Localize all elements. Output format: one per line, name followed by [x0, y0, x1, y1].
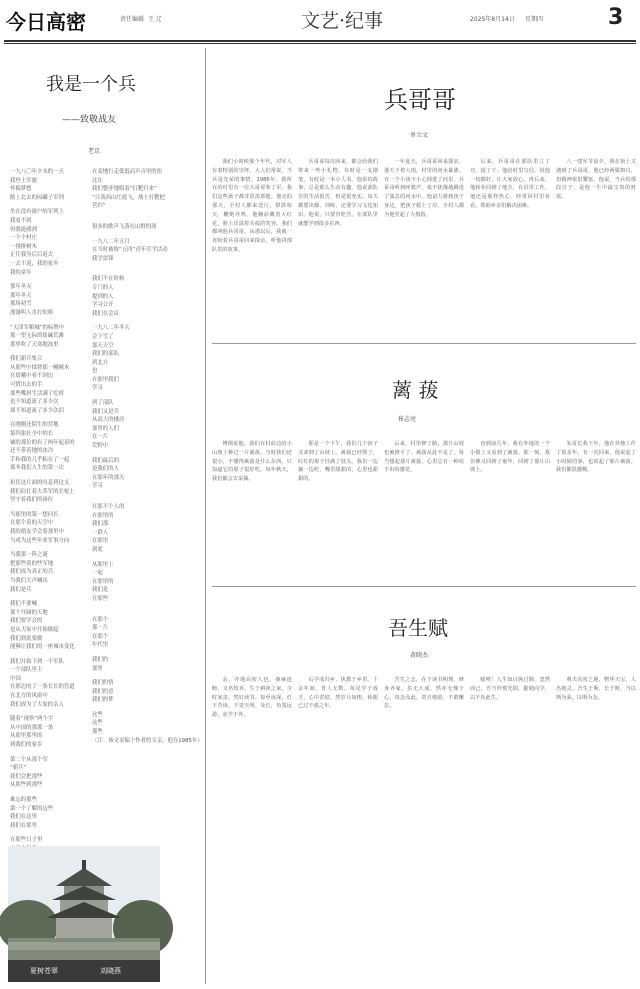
poem-line: 我们那 — [92, 521, 109, 528]
story2-author: 崔志亮 — [398, 416, 417, 423]
article-paragraph: 八一建军节前夕，我在街上又遇到了兵哥哥。他已经两鬓斑白，但精神依旧矍铄。他说，当兵的那段日子，是他一生中最宝贵的财富。 — [556, 159, 636, 201]
poem-line: 在当时被称“五四”青年军学活动 — [92, 247, 168, 254]
poem-line: 在那些 — [92, 595, 109, 602]
poem-line: “新兵” — [10, 765, 27, 772]
story2-column — [556, 440, 636, 580]
poem-line: 从中国的那那一条 — [10, 724, 54, 731]
article-paragraph: 那是一个下午，我们几个孩子又来到了山坡上。蓠菝已经熟了，红红的果子挂满了枝头。我们一边摘一边吃，嘴里甜甜的，心里也甜甜的。 — [298, 441, 378, 483]
article-paragraph: 一年夏天，兵哥哥回来探亲。那天下着大雨，村里的河水暴涨。有一个小孩不小心掉进了河里。兵哥哥听到呼救声，毫不犹豫地跳进了湍急的河水中。他奋力游到孩子身边，把孩子救上了岸。全村人都为他竖起了大拇指。 — [384, 159, 464, 218]
poem-line: 我登上军旅 — [10, 177, 37, 184]
poem-line: 这些 — [92, 711, 103, 718]
story3-column — [470, 676, 550, 982]
section-rule — [212, 343, 636, 344]
poem-line: 那一片 — [92, 625, 109, 632]
poem-line: 我们是 — [92, 587, 109, 594]
story2-column — [384, 440, 464, 580]
poem-column-right — [92, 168, 202, 840]
poem-line: 一个个村庄 — [10, 235, 37, 242]
poem-line: 从高大的楼房 — [92, 417, 125, 424]
poem-line: 中国 — [10, 675, 21, 682]
poem-line: 我们最后的 — [92, 457, 119, 464]
poem-line: 在那边的了一条长长的管道 — [10, 684, 75, 691]
poem-line: 漫漫叫人直打惊哆 — [10, 309, 54, 316]
poem-line: 铺的那位的有了两年起着的 — [10, 439, 75, 446]
poem-line: 一九八二年冬天 — [92, 325, 130, 332]
poem-line: 第四张壮全中的长 — [10, 431, 54, 438]
poem-line: 很多的歌声飞落在山野的间 — [92, 223, 157, 230]
poem-line: 在那个着的天空中 — [10, 520, 54, 527]
section-title: 文艺·纪事 — [300, 10, 384, 32]
story3-column — [212, 676, 292, 982]
story3-author: 黄晓杰 — [410, 652, 429, 659]
poem-line: 一个部队里主 — [10, 667, 43, 674]
poem-line: 正往我身后后退去 — [10, 252, 54, 259]
poem-line: 那冬我们人生的第一次 — [10, 465, 64, 472]
poem-line: 却不知道流了多少次泪 — [10, 407, 64, 414]
poem-line: 手和我的几乎粘在了一起 — [10, 456, 70, 463]
poem-line: 我们不要喊 — [10, 601, 37, 608]
poem-line: 在一片 — [92, 434, 109, 441]
poem-line: 比在 — [92, 177, 103, 184]
article-paragraph: 我们小时候那个年代，对军人有着特别的崇拜。大人们常说，当兵是光荣的事情。1986年，我所在的村里有一位大哥哥参了军。我们这些孩子都非常羡慕他。他走的那天，全村人都来送行。锣鼓喧天，鞭炮齐鸣。他胸前戴着大红花，脸上洋溢着幸福的笑容。我们都叫他兵哥哥。从那以后，我就一直盼着兵哥哥回来探亲，听他讲部队里的故事。 — [212, 159, 292, 253]
poem-line: 学习 — [92, 483, 103, 490]
poem-line: 一起 — [92, 570, 103, 577]
poem-line: 营归” — [92, 203, 106, 210]
poem-line: 但我能感到 — [10, 226, 37, 233]
poem-line: 在那里 — [92, 538, 109, 545]
poem-line: 一群人 — [92, 529, 109, 536]
poem-line: 我们的意 — [92, 688, 114, 695]
poem-line: 在那个 — [92, 633, 109, 640]
story1-column — [384, 158, 464, 338]
poem-line: 那年冬天 — [10, 284, 32, 291]
poem-line: 把那些着的些军地 — [10, 560, 54, 567]
article-paragraph: 后来，村里修了路，那片山坡也被推平了。蓠菝从此不见了。每当想起那片蓠菝，心里总有一种说不出的感觉。 — [384, 441, 464, 474]
poem-line: “天津军粮城”的标牌中 — [10, 324, 65, 331]
poem-line: 第二个从那个军 — [10, 756, 48, 763]
poem-line: 会下雪了 — [92, 333, 114, 340]
poem-line: 我学雷锋 — [92, 255, 114, 262]
story2-title: 蓠 菝 — [392, 378, 439, 402]
poem-line: 到北方 — [92, 359, 109, 366]
editor-name: 王 辽 — [148, 16, 162, 23]
poem-line: 从那些中揉搓那一幢幢木 — [10, 364, 70, 371]
poem-line: 那年冬天 — [10, 292, 32, 299]
article-paragraph: 兵哥哥每次回来，都会给我们带来一些小礼物。有时是一支钢笔，有时是一本小人书。他讲的故事，总是那么生动有趣。他说部队里的生活很苦，但是很充实。每天都要出操、训练，还要学习文化知识。他说，只要肯吃苦，在部队里就能学到很多东西。 — [298, 159, 378, 227]
poem-line: 我们成为了大家的亲人 — [10, 701, 64, 708]
poem-line: 专门的人 — [92, 284, 114, 291]
poem-line: 到底 — [92, 546, 103, 553]
poem-line: 荒野中 — [92, 443, 109, 450]
poem-line: 能够让我们的一座城市变化 — [10, 644, 75, 651]
poem-line: 在那不个人的 — [92, 504, 125, 510]
poem-line: 那天天空 — [92, 342, 114, 349]
poem-line: 随着“视察”两个字 — [10, 716, 54, 723]
article-paragraph: 朱哥长我下年，他在外地工作了很多年。有一次回来，他说起了小时候的事，也说起了那片蓠菝。我们都很感慨。 — [556, 441, 636, 474]
photo-caption-credit: 刘晓燕 — [100, 967, 121, 975]
header-rule — [4, 40, 636, 42]
article-paragraph: 后学成归乡，执教于乡里。十余年间，育人无数。每见学子成才，心中甚慰。然岁月如梭，转眼已过不惑之年。 — [298, 677, 378, 710]
poem-line: 当那里的第一想问长 — [10, 511, 59, 518]
poem-line: 在北方的风雨中 — [10, 693, 48, 700]
poem-line: “日落西山红霞飞，战士打靶把 — [92, 194, 165, 201]
story3-column — [556, 676, 636, 982]
issue-weekday: 星期四 — [525, 16, 544, 23]
poem-column-left — [10, 168, 88, 844]
poem-line: 我们会把那些 — [10, 773, 43, 780]
poem-line: 年代里 — [92, 642, 109, 649]
poem-line: 一九八二年五月 — [92, 238, 130, 245]
poem-line: 当我们大声喊出 — [10, 577, 48, 584]
poem-line: 我们开始下到一个军队 — [10, 658, 64, 665]
poem-line: 在那些日子里 — [10, 837, 43, 844]
poem-line: 我们整齐地唱着“打靶归来” — [92, 186, 157, 193]
poem-line: 我的童年 — [10, 269, 32, 276]
poem-subtitle: ——致敬战友 — [62, 115, 117, 125]
article-paragraph: 直到前几年，我在外地的一个小镇上又看到了蓠菝。那一刻，我仿佛又回到了童年，回到了那片山坡上。 — [470, 441, 550, 474]
header-rule-thin — [4, 43, 636, 44]
poem-line: 难忘的那些 — [10, 797, 37, 803]
poem-line: 怀揣梦想 — [10, 186, 32, 193]
poem-line: 还不带着地的冰冷 — [10, 448, 54, 455]
section-rule — [212, 586, 636, 587]
story1-author: 单立文 — [410, 132, 429, 139]
story2-column — [298, 440, 378, 580]
poem-line: 踏上北去的闷罐子军列 — [10, 194, 64, 201]
article-paragraph: 噫嘻！人生如白驹过隙，忽然而已。吾当珍惜光阴，勤勉向学，以不负此生。 — [470, 677, 550, 701]
story3-title: 吾生赋 — [388, 616, 448, 640]
poem-line: 我们在会议 — [92, 310, 119, 317]
article-paragraph: 余，齐地高密人也。桑麻连畴，又名牧养。生于耕读之家，少时家贫，然好读书。每至夜深，灯下苦读，不觉天明。及长，负笈远游，求学于外。 — [212, 677, 292, 719]
poem-line: 我们是兵 — [10, 586, 32, 593]
poem-line: 在晨曦中看不到边 — [10, 373, 54, 380]
story1-column — [470, 158, 550, 338]
poem-line: 我们新兵集合 — [10, 356, 43, 363]
poem-line: 那里 — [92, 665, 103, 672]
poem-line: 我们在那里 — [10, 822, 37, 829]
poem-line: 我们的 — [92, 656, 109, 663]
poem-line: 我们肩扛着大革军的长枪上 — [10, 488, 75, 495]
poem-line: 我们的部队 — [92, 351, 119, 358]
poem-line: 坚守着我们的岗位 — [10, 497, 54, 504]
photo-caption-title: 夏树苍翠 — [30, 967, 58, 975]
poem-line: （注：该文采编于作者的父亲，他在1985年） — [92, 737, 203, 744]
svg-text:今日高密: 今日高密 — [6, 10, 86, 34]
poem-line: 当我第一阵之谜 — [10, 552, 48, 559]
poem-line: 是从大家中开始做起 — [10, 626, 59, 633]
poem-line: 一排排树木 — [10, 243, 37, 250]
column-divider — [205, 48, 206, 984]
poem-title: 我是一个兵 — [46, 74, 136, 95]
poem-line: 那场初雪 — [10, 301, 32, 308]
poem-line: 我们的情 — [92, 680, 114, 687]
poem-line: 到了部队 — [92, 400, 114, 407]
story3-column — [384, 676, 464, 982]
article-paragraph: 观夫高密之地，物华天宝，人杰地灵。吾生于斯，长于斯，当以斯为荣，以斯为念。 — [556, 677, 636, 701]
masthead-logo — [4, 6, 84, 36]
editor-label: 责任编辑 — [120, 16, 145, 23]
poem-line: 我们又是兵 — [92, 408, 119, 415]
poem-line: 坐在没有窗户的军列上 — [10, 209, 64, 216]
poem-line: 学习 — [92, 385, 103, 392]
poem-line: 那些 — [92, 729, 103, 736]
poem-line: 这些 — [92, 720, 103, 727]
article-paragraph: 傅钢说他，我们在村前边的小山坡上种过一片蓠菝。当时我们还很小，不懂得蓠菝是什么东西，只知道它的果子很好吃。每年秋天，我们都会去采摘。 — [212, 441, 292, 483]
issue-date: 2025年8月14日 — [470, 16, 515, 23]
poem-line: 可惜出去的手 — [10, 382, 43, 389]
poem-line: 在那个 — [92, 616, 109, 623]
poem-line: 在那里的 — [92, 578, 114, 585]
poem-line: 那里吹了天寒地冻里 — [10, 341, 59, 348]
poem-line: 那个开阔的天地 — [10, 609, 48, 616]
story1-column — [298, 158, 378, 338]
poem-line: 我们不在时候 — [92, 276, 125, 283]
poem-line: 在那年的那天 — [92, 474, 125, 481]
poem-line: 也 — [92, 368, 98, 375]
page-header — [0, 0, 640, 44]
poem-line: 也不知道流了多少次 — [10, 399, 59, 406]
poem-line: 我们的梦 — [92, 697, 114, 704]
story3-column — [298, 676, 378, 982]
poem-line: 到我们的家乡 — [10, 742, 43, 749]
poem-line: 在麦地行走低低而声音里的扭 — [92, 169, 163, 175]
poem-line: 在刚刚还陌生的营地 — [10, 422, 59, 429]
poem-line: 当成为这些年来军事方向 — [10, 537, 70, 544]
poem-author: 老京 — [88, 148, 101, 155]
poem-line: 我们到底要做 — [10, 635, 43, 642]
poem-line: 从那里上 — [92, 561, 114, 568]
poem-line: 一九八〇年夕末的一天 — [10, 169, 64, 175]
story1-column — [556, 158, 636, 338]
poem-line: 那一望无际的盐碱荒滩 — [10, 333, 64, 340]
poem-line: 那里的人们 — [92, 425, 119, 432]
poem-line: 我们在这里 — [10, 814, 37, 821]
poem-line: 在那里我们 — [92, 376, 119, 383]
poem-line: 是我们的人 — [92, 466, 119, 473]
poem-line: 我们成为真正的兵 — [10, 569, 54, 576]
poem-line: 第一个了解的这些 — [10, 805, 54, 812]
poem-line: 我看不到 — [10, 217, 32, 224]
page-number: 3 — [608, 5, 624, 30]
poem-line: 我们要学会的 — [10, 618, 43, 625]
poem-line: 提到的人 — [92, 293, 114, 300]
poem-line: 那些嘴唇生活满了疙瘩 — [10, 390, 64, 397]
poem-line: 我的朋友学会着那里中 — [10, 528, 64, 535]
story2-column — [212, 440, 292, 580]
story2-column — [470, 440, 550, 580]
poem-line: 扣住这片面的叹息到这支 — [10, 480, 70, 486]
story1-column — [212, 158, 292, 338]
poem-line: 从那些到那些 — [10, 782, 43, 789]
poem-line: 学习公开 — [92, 302, 114, 309]
story1-title: 兵哥哥 — [384, 86, 456, 114]
poem-line: 从那里那里的 — [10, 733, 43, 740]
article-paragraph: 吾生之志，在于读书明理，修身齐家。虽无大成，然亦无愧于心。每念及此，常自勉励，不敢懈怠。 — [384, 677, 464, 710]
poem-line: 在那里的 — [92, 512, 114, 519]
poem-line: 一去不返，我的家乡 — [10, 260, 59, 267]
article-paragraph: 后来，兵哥哥在部队里立了功，提了干。他给村里写信，说他一切都好，让大家放心。再后来，他转业回到了地方，在县里工作。他还是那样热心，经常回村里看看，帮助乡亲们解决困难。 — [470, 159, 550, 209]
